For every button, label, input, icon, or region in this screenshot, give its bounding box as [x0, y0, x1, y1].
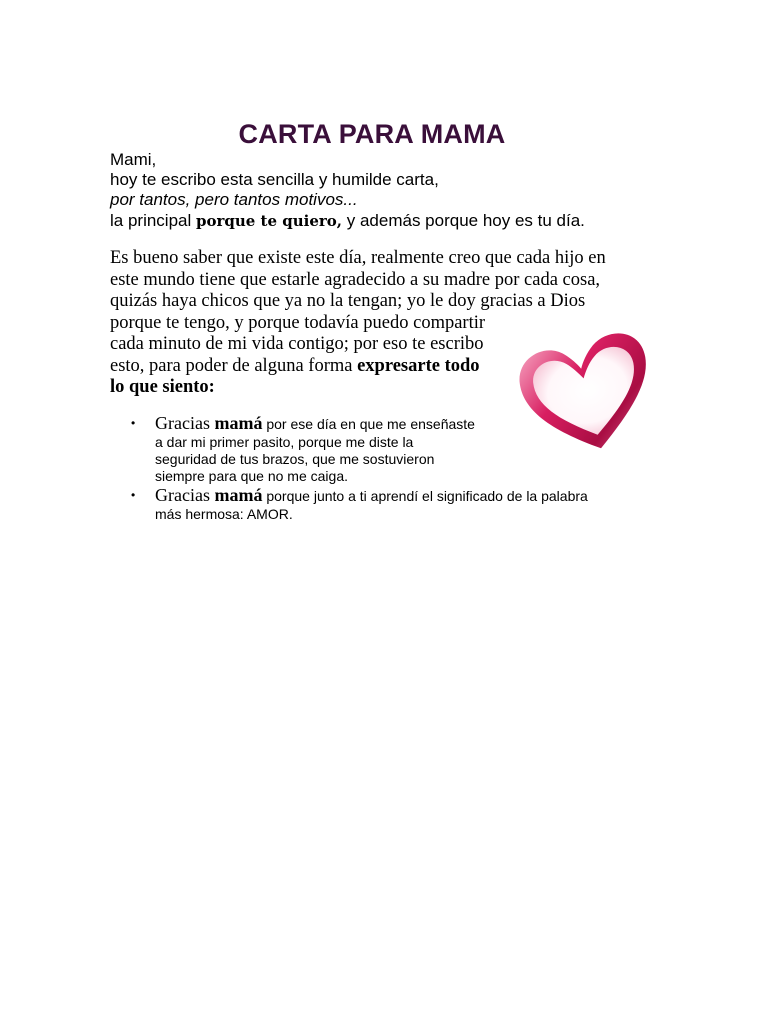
- paragraph-line: este mundo tiene que estarle agradecido a su madre por cada cosa,: [110, 269, 601, 290]
- paragraph-line-pre: esto, para poder de alguna forma: [110, 355, 358, 376]
- paragraph-line: cada minuto de mi vida contigo; por eso te escribo: [110, 334, 484, 354]
- list-item-line: a dar mi primer pasito, porque me diste la: [155, 434, 414, 450]
- list-item: [131, 413, 475, 485]
- paragraph-line-bold: lo que siento:: [110, 377, 215, 397]
- list-item-rest: porque junto a ti aprendí el significado de la palabra: [262, 488, 588, 504]
- list-item-lead: Gracias: [155, 413, 215, 433]
- paragraph-line: Es bueno saber que existe este día, realmente creo que cada hijo en: [110, 248, 606, 268]
- letter-title: CARTA PARA MAMA: [238, 119, 506, 149]
- heart-icon: [512, 328, 662, 456]
- bullet-icon: •: [131, 488, 136, 502]
- paragraph-line: [110, 377, 215, 399]
- list-item-line: más hermosa: AMOR.: [155, 506, 293, 522]
- paragraph-line: porque te tengo, y porque todavía puedo compartir: [110, 312, 486, 333]
- intro-main-reason-pre: la principal: [110, 211, 196, 230]
- intro-main-reason: [110, 211, 585, 231]
- paragraph-line-bold: expresarte todo: [357, 355, 480, 376]
- list-item-lead-bold: mamá: [214, 413, 263, 433]
- paragraph-line: [110, 356, 480, 378]
- greeting: Mami,: [110, 150, 157, 169]
- intro-italic-line: por tantos, pero tantos motivos...: [110, 190, 358, 209]
- list-item: [131, 485, 588, 523]
- intro-main-reason-bold: porque te quiero,: [196, 212, 343, 230]
- intro-line: hoy te escribo esta sencilla y humilde carta,: [110, 170, 439, 189]
- list-item-lead-bold: mamá: [214, 485, 263, 505]
- bullet-icon: •: [131, 416, 136, 430]
- paragraph-line: quizás haya chicos que ya no la tengan; yo le doy gracias a Dios: [110, 291, 586, 311]
- list-item-rest: por ese día en que me enseñaste: [262, 416, 475, 432]
- list-item-first-line: [155, 485, 588, 506]
- list-item-first-line: [155, 413, 475, 434]
- list-item-lead: Gracias: [155, 485, 215, 505]
- list-item-line: seguridad de tus brazos, que me sostuvieron: [155, 451, 435, 467]
- intro-main-reason-post: y además porque hoy es tu día.: [342, 211, 585, 230]
- list-item-line: siempre para que no me caiga.: [155, 468, 348, 484]
